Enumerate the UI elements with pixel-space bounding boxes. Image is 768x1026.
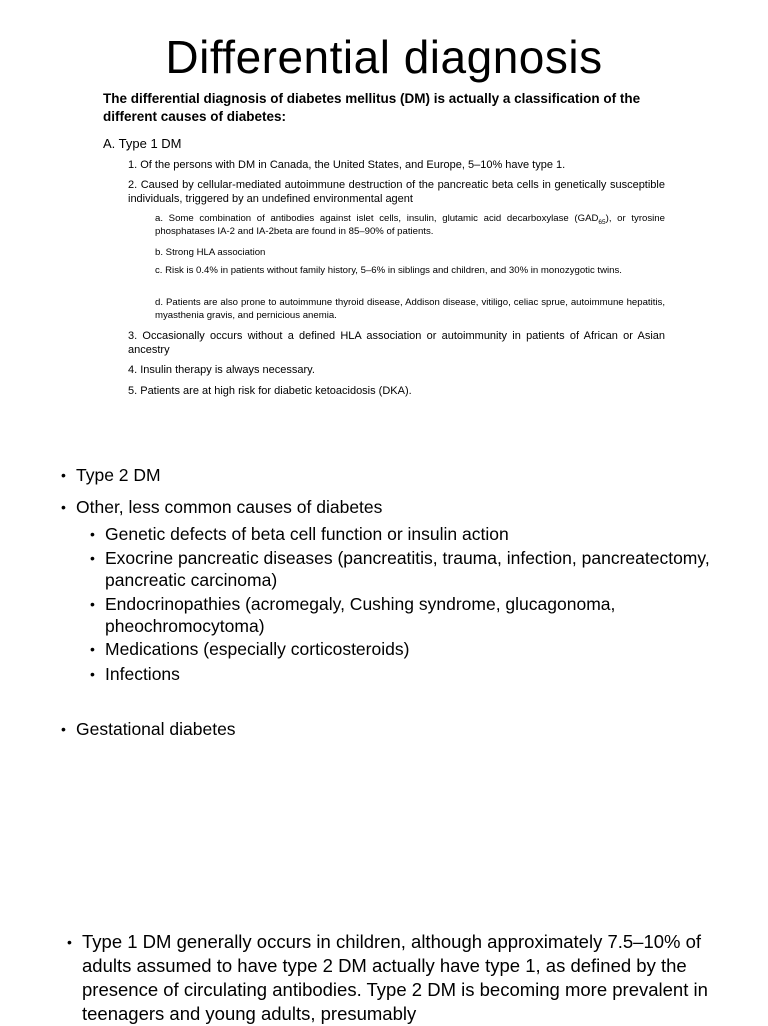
bullet-dot: • (61, 721, 66, 737)
bullet-dot: • (67, 934, 72, 950)
type1-item-1: 1. Of the persons with DM in Canada, the United States, and Europe, 5–10% have type 1. (128, 159, 566, 171)
bullet-gestational-text: Gestational diabetes (76, 719, 236, 739)
bullet-dot: • (90, 526, 95, 542)
item-2a-subscript: 65 (598, 218, 606, 226)
bullet-dot: • (90, 550, 95, 566)
bullet-other-causes (61, 496, 736, 518)
item-2a-text-pre: a. Some combination of antibodies against islet cells, insulin, glutamic acid decarboxylase (GAD (155, 213, 599, 224)
bullet-gestational (61, 718, 736, 740)
bullet-dot: • (61, 467, 66, 483)
type1-item-3: 3. Occasionally occurs without a defined HLA association or autoimmunity in patients of African or Asian ancestry (128, 330, 665, 356)
bullet-dot: • (61, 499, 66, 515)
type1-item-2c: c. Risk is 0.4% in patients without family history, 5–6% in siblings and children, and 30% in monozygotic twins. (155, 265, 622, 276)
bullet-dot: • (90, 641, 95, 657)
sub-bullet-text: Infections (105, 664, 180, 684)
sub-bullet-text: Medications (especially corticosteroids) (105, 639, 410, 659)
type1-item-2d: d. Patients are also prone to autoimmune thyroid disease, Addison disease, vitiligo, celiac sprue, autoimmune hepatitis, myasthenia gravis, and pernicious anemia. (155, 297, 665, 321)
bullet-dot: • (90, 666, 95, 682)
type1-item-2a (155, 212, 665, 238)
type1-item-5: 5. Patients are at high risk for diabetic ketoacidosis (DKA). (128, 385, 412, 397)
sub-bullet-text: Genetic defects of beta cell function or insulin action (105, 524, 509, 544)
sub-bullet-text: Exocrine pancreatic diseases (pancreatitis, trauma, infection, pancreatectomy, pancreatic carcinoma) (105, 548, 710, 590)
footer-note (67, 930, 742, 1026)
bullet-type2-text: Type 2 DM (76, 465, 161, 485)
sub-bullet-infections (90, 663, 745, 685)
sub-bullet-endocrinopathies (90, 593, 745, 637)
intro-paragraph: The differential diagnosis of diabetes mellitus (DM) is actually a classification of the different causes of diabetes: (103, 91, 641, 124)
bullet-dot: • (90, 596, 95, 612)
bullet-other-causes-text: Other, less common causes of diabetes (76, 497, 383, 517)
type1-item-2: 2. Caused by cellular-mediated autoimmune destruction of the pancreatic beta cells in genetically susceptible individuals, triggered by an undefined environmental agent (128, 179, 665, 205)
sub-bullet-exocrine (90, 547, 745, 591)
type1-item-4: 4. Insulin therapy is always necessary. (128, 364, 315, 376)
type1-item-2b: b. Strong HLA association (155, 247, 266, 258)
type1-heading: A. Type 1 DM (103, 136, 182, 151)
bullet-type2 (61, 464, 736, 486)
page-title: Differential diagnosis (165, 31, 603, 83)
item-2a-text-post: ), or tyrosine phosphatases IA-2 and IA-2beta are found in 85–90% of patients. (155, 213, 665, 237)
sub-bullet-medications (90, 638, 745, 660)
sub-bullet-text: Endocrinopathies (acromegaly, Cushing syndrome, glucagonoma, pheochromocytoma) (105, 594, 616, 636)
footer-note-text: Type 1 DM generally occurs in children, although approximately 7.5–10% of adults assumed to have type 2 DM actually have type 1, as defined by the presence of circulating antibodies. Type 2 DM is becoming more prevalent in teenagers and young adults, presumably (82, 931, 708, 1024)
sub-bullet-genetic (90, 523, 745, 545)
